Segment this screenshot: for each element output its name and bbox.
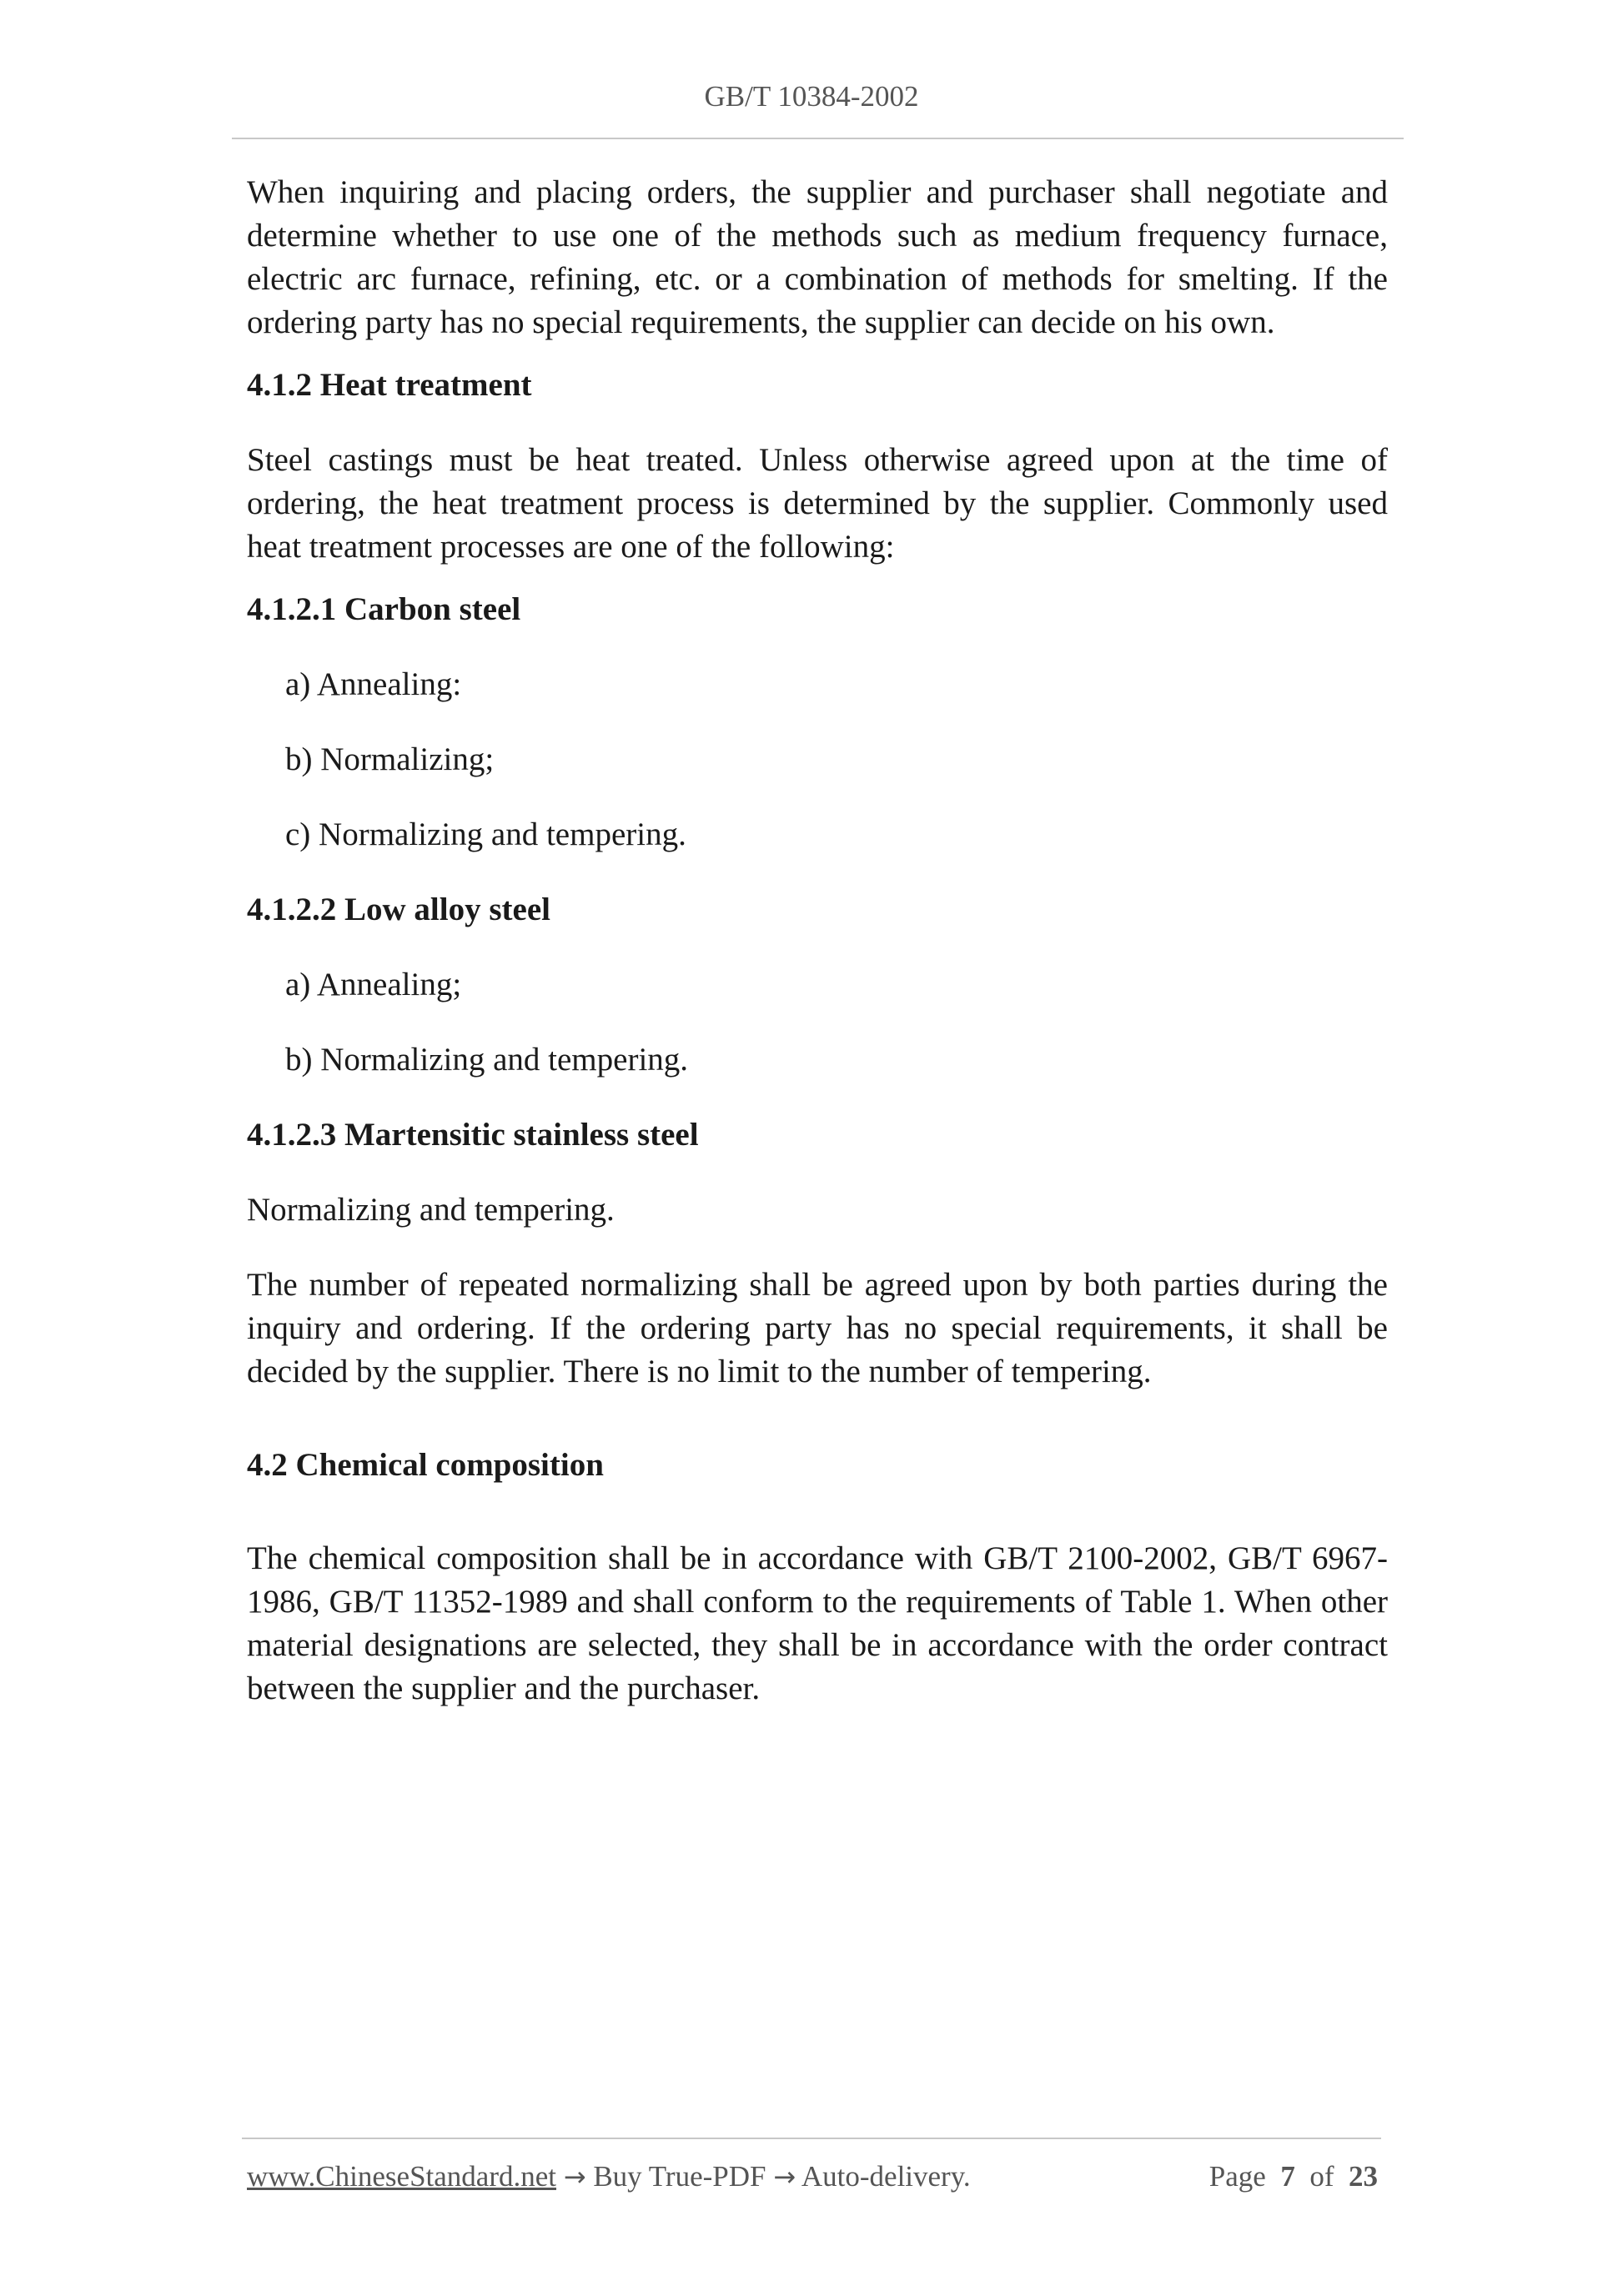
page-of: of xyxy=(1309,2160,1334,2193)
heading-4-1-2: 4.1.2 Heat treatment xyxy=(247,367,532,403)
paragraph-normalizing-repeat: The number of repeated normalizing shall be agreed upon by both parties during the inquiry and ordering. If the ordering party has no special requirements, it shall be decided by the supplier. There is no limit to the number of tempering. xyxy=(247,1267,1388,1389)
auto-delivery-text: Auto-delivery. xyxy=(801,2160,971,2193)
buy-true-pdf-text: Buy True-PDF xyxy=(593,2160,766,2193)
list-item-carbon-c: c) Normalizing and tempering. xyxy=(285,816,686,852)
list-item-low-alloy-a: a) Annealing; xyxy=(285,967,462,1002)
page-total: 23 xyxy=(1349,2160,1378,2193)
heading-4-1-2-3: 4.1.2.3 Martensitic stainless steel xyxy=(247,1117,699,1153)
page-footer xyxy=(247,2160,1378,2193)
paragraph-smelting: When inquiring and placing orders, the supplier and purchaser shall negotiate and determine whether to use one of the methods such as medium frequency furnace, electric arc furnace, refining, etc. or a combination of methods for smelting. If the ordering party has no special requirements, the supplier can decide on his own. xyxy=(247,174,1388,340)
heading-4-1-2-1: 4.1.2.1 Carbon steel xyxy=(247,591,521,627)
footer-left xyxy=(247,2160,971,2193)
document-body xyxy=(247,171,1388,1711)
arrow-right-icon: → xyxy=(563,2161,586,2193)
paragraph-chemical-composition: The chemical composition shall be in accordance with GB/T 2100-2002, GB/T 6967-1986, GB/T 11352-1989 and shall conform to the requirements of Table 1. When other material designations are selected, they shall be in accordance with the order contract between the supplier and the purchaser. xyxy=(247,1540,1388,1706)
arrow-right-icon: → xyxy=(773,2161,796,2193)
list-item-low-alloy-b: b) Normalizing and tempering. xyxy=(285,1042,689,1078)
page-number xyxy=(1209,2160,1378,2193)
heading-4-2: 4.2 Chemical composition xyxy=(247,1447,604,1483)
paragraph-heat-treatment: Steel castings must be heat treated. Unless otherwise agreed upon at the time of ordering, the heat treatment process is determined by the supplier. Commonly used heat treatment processes are one of the following: xyxy=(247,442,1388,565)
list-item-carbon-a: a) Annealing: xyxy=(285,666,462,702)
page-label: Page xyxy=(1208,2160,1266,2193)
header-divider xyxy=(232,138,1404,139)
page-current: 7 xyxy=(1280,2160,1295,2193)
website-link[interactable]: www.ChineseStandard.net xyxy=(247,2160,556,2193)
heading-4-1-2-2: 4.1.2.2 Low alloy steel xyxy=(247,892,550,927)
paragraph-martensitic: Normalizing and tempering. xyxy=(247,1192,615,1228)
footer-divider xyxy=(242,2138,1381,2139)
list-item-carbon-b: b) Normalizing; xyxy=(285,741,495,777)
page-header: GB/T 10384-2002 xyxy=(704,80,919,113)
